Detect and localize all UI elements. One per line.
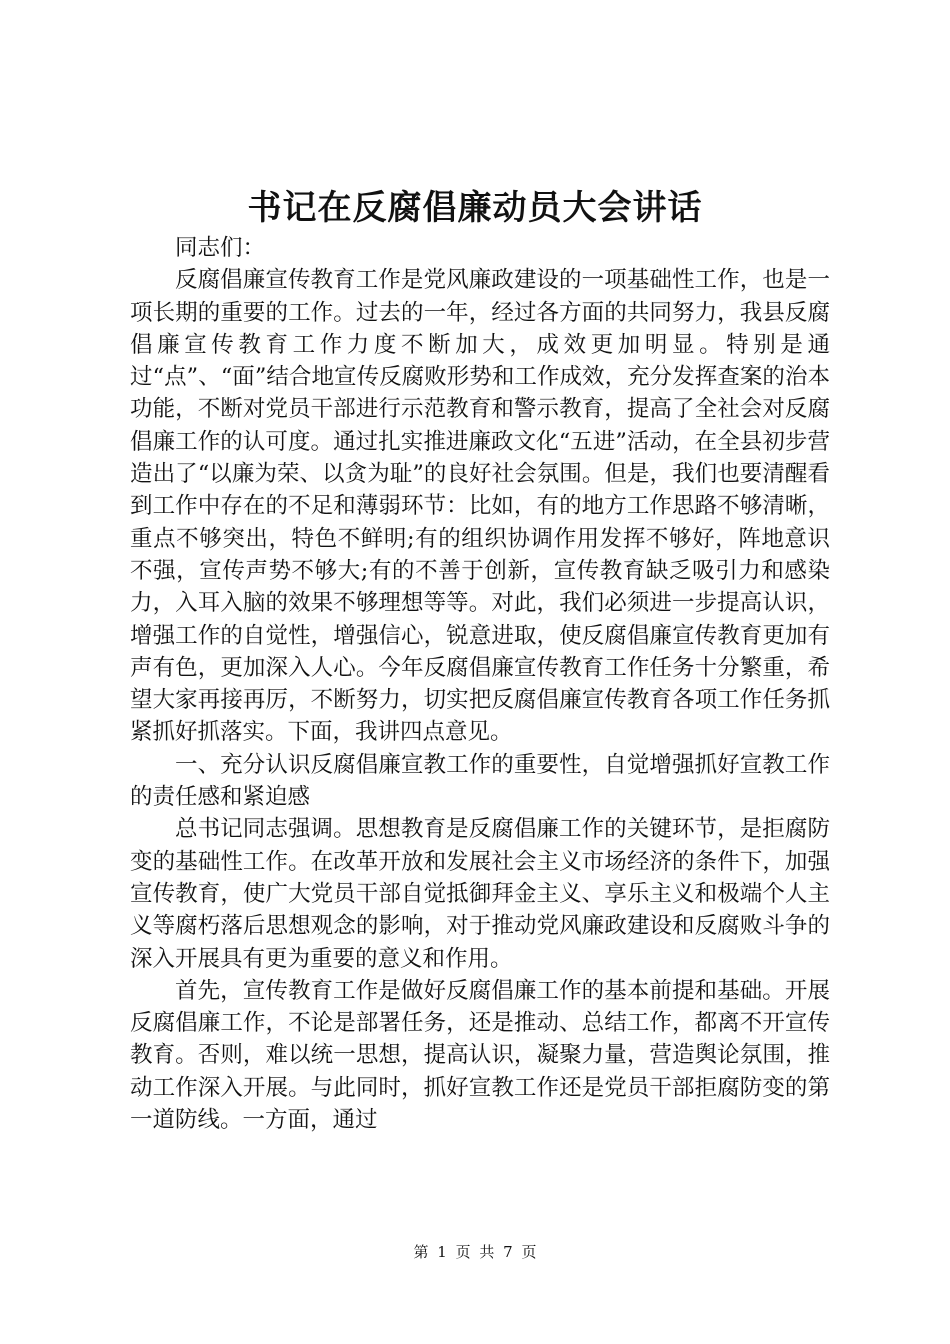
document-body — [130, 232, 830, 1136]
body-paragraph-section-1: 总书记同志强调。思想教育是反腐倡廉工作的关键环节，是拒腐防变的基础性工作。在改革开放和发展社会主义市场经济的条件下，加强宣传教育，使广大党员干部自觉抵御拜金主义、享乐主义和极端个人主义等腐朽落后思想观念的影响，对于推动党风廉政建设和反腐败斗争的深入开展具有更为重要的意义和作用。 — [130, 816, 830, 972]
body-paragraph-intro: 反腐倡廉宣传教育工作是党风廉政建设的一项基础性工作，也是一项长期的重要的工作。过去的一年，经过各方面的共同努力，我县反腐倡廉宣传教育工作力度不断加大，成效更加明显。特别是通过“点”、“面”结合地宣传反腐败形势和工作成效，充分发挥查案的治本功能，不断对党员干部进行示范教育和警示教育，提高了全社会对反腐倡廉工作的认可度。通过扎实推进廉政文化“五进”活动，在全县初步营造出了“以廉为荣、以贪为耻”的良好社会氛围。但是，我们也要清醒看到工作中存在的不足和薄弱环节：比如，有的地方工作思路不够清晰，重点不够突出，特色不鲜明;有的组织协调作用发挥不够好，阵地意识不强，宣传声势不够大;有的不善于创新，宣传教育缺乏吸引力和感染力，入耳入脑的效果不够理想等等。对此，我们必须进一步提高认识，增强工作的自觉性，增强信心，锐意进取，使反腐倡廉宣传教育更加有声有色，更加深入人心。今年反腐倡廉宣传教育工作任务十分繁重，希望大家再接再厉，不断努力，切实把反腐倡廉宣传教育各项工作任务抓紧抓好抓落实。下面，我讲四点意见。 — [130, 267, 830, 746]
salutation-paragraph: 同志们： — [175, 235, 266, 261]
body-paragraph-first-point: 首先，宣传教育工作是做好反腐倡廉工作的基本前提和基础。开展反腐倡廉工作，不论是部署任务，还是推动、总结工作，都离不开宣传教育。否则，难以统一思想，提高认识，凝聚力量，营造舆论氛围，推动工作深入开展。与此同时，抓好宣教工作还是党员干部拒腐防变的第一道防线。一方面，通过 — [130, 977, 830, 1134]
page-indicator: 第 1 页 共 7 页 — [413, 1243, 537, 1261]
document-title: 书记在反腐倡廉动员大会讲话 — [247, 188, 703, 228]
section-heading-1: 一、充分认识反腐倡廉宣教工作的重要性，自觉增强抓好宣教工作的责任感和紧迫感 — [130, 751, 830, 811]
